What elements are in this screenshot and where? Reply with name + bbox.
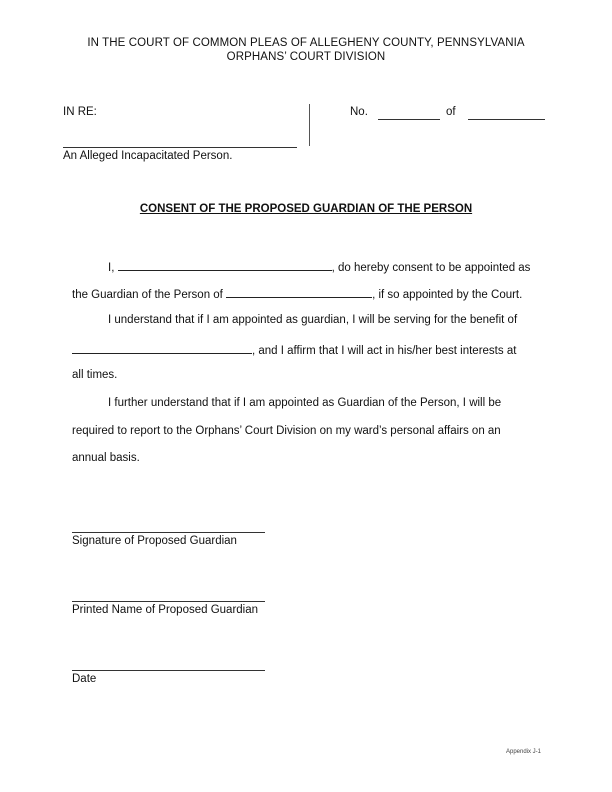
guardian-name-blank[interactable] <box>118 259 332 271</box>
reporting-text-3: annual basis. <box>72 452 140 464</box>
reporting-line-1 <box>72 397 542 409</box>
case-number-field[interactable] <box>378 119 440 120</box>
reporting-line-2 <box>72 425 542 437</box>
guardian-of-person-text: the Guardian of the Person of <box>72 289 223 301</box>
reporting-text-1: I further understand that if I am appointed as Guardian of the Person, I will be <box>108 397 502 409</box>
reporting-line-3 <box>72 452 542 464</box>
printed-name-label: Printed Name of Proposed Guardian <box>72 604 259 616</box>
date-label: Date <box>72 673 97 685</box>
court-appointment-text: , if so appointed by the Court. <box>372 289 523 301</box>
case-year-of-label: of <box>446 106 456 118</box>
reporting-text-2: required to report to the Orphans’ Court Division on my ward’s personal affairs on an <box>72 425 501 437</box>
date-field[interactable] <box>72 670 265 671</box>
all-times-text: all times. <box>72 369 118 381</box>
alleged-incapacitated-person-label: An Alleged Incapacitated Person. <box>63 150 233 162</box>
consent-text: , do hereby consent to be appointed as <box>331 262 531 274</box>
understanding-text: I understand that if I am appointed as guardian, I will be serving for the benefit of <box>108 314 518 326</box>
in-re-label: IN RE: <box>63 106 97 118</box>
understanding-line-2 <box>72 342 542 357</box>
court-name-header: IN THE COURT OF COMMON PLEAS OF ALLEGHENY COUNTY, PENNSYLVANIA <box>87 37 525 49</box>
signature-field[interactable] <box>72 532 265 533</box>
case-year-field[interactable] <box>468 119 545 120</box>
printed-name-field[interactable] <box>72 601 265 602</box>
consent-line-1 <box>72 259 542 274</box>
appendix-footer: Appendix J-1 <box>506 749 542 755</box>
affirmation-text: , and I affirm that I will act in his/her best interests at <box>252 345 517 357</box>
beneficiary-name-blank[interactable] <box>72 342 252 354</box>
respondent-name-field[interactable] <box>63 147 297 148</box>
understanding-line-1 <box>72 314 542 326</box>
case-number-label: No. <box>350 106 368 118</box>
signature-label: Signature of Proposed Guardian <box>72 535 237 547</box>
division-header: ORPHANS’ COURT DIVISION <box>226 51 386 63</box>
consent-intro-text: I, <box>108 262 115 274</box>
document-title: CONSENT OF THE PROPOSED GUARDIAN OF THE PERSON <box>139 203 473 215</box>
consent-line-2 <box>72 286 542 301</box>
understanding-line-3 <box>72 369 542 381</box>
ward-name-blank[interactable] <box>226 286 372 298</box>
caption-divider <box>309 104 310 146</box>
